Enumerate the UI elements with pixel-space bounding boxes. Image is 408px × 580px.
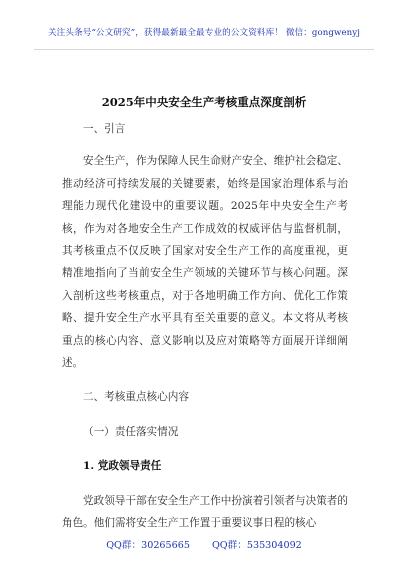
footer-qq-group-1: QQ群：30265665: [106, 540, 190, 551]
section-heading-core-content: 二、考核重点核心内容: [83, 391, 189, 404]
footer-contact: [0, 537, 408, 551]
paragraph-party-leadership: 党政领导干部在安全生产工作中扮演着引领者与决策者的角色。他们需将安全生产工作置于重要议事日程的核心: [62, 494, 348, 530]
header-banner: 关注头条号“公文研究”，获得最新最全最专业的公文资料库！ 微信：gongwenyj: [47, 28, 361, 38]
item-heading-party-leadership: 1. 党政领导责任: [83, 460, 162, 473]
document-title: 2025年中央安全生产考核重点深度剖析: [101, 95, 307, 109]
subsection-heading-responsibility: （一）责任落实情况: [83, 425, 179, 438]
paragraph-introduction: 安全生产，作为保障人民生命财产安全、维护社会稳定、推动经济可持续发展的关键要素，始终是国家治理体系与治理能力现代化建设中的重要议题。2025年中央安全生产考核，作为对各地安全生产工作成效的权威评估与监督机制，其考核重点不仅反映了国家对安全生产工作的高度重视，更精准地指向了当前安全生产领域的关键环节与核心问题。深入剖析这些考核重点，对于各地明确工作方向、优化工作策略、提升安全生产水平具有至关重要的意义。本文将从考核重点的核心内容、意义影响以及应对策略等方面展开详细阐述。: [62, 155, 348, 370]
section-heading-introduction: 一、引言: [83, 123, 126, 135]
header-divider: [34, 49, 374, 50]
footer-qq-group-2: QQ群：535304092: [211, 540, 302, 551]
document-body: [62, 112, 348, 535]
